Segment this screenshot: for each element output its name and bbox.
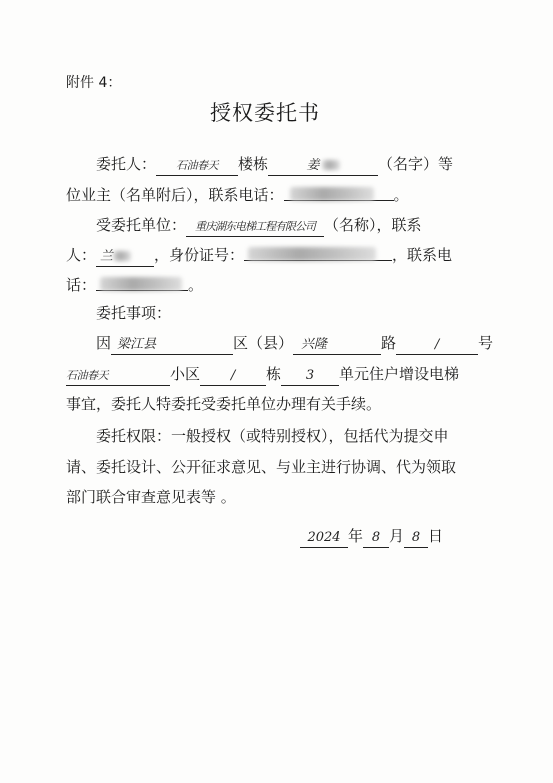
id-label: ，身份证号： — [154, 246, 245, 264]
handwritten-building: / — [200, 367, 266, 386]
redacted-name — [322, 160, 340, 170]
trustee-label: 受委托单位： — [96, 216, 187, 234]
handwritten-day: 8 — [404, 529, 428, 548]
name-hint-label: （名字）等 — [378, 155, 454, 173]
redacted-person — [113, 251, 131, 261]
handwritten-community: 石油春天 — [156, 157, 238, 176]
building-label: 楼栋 — [238, 155, 269, 173]
year-label: 年 — [348, 527, 364, 545]
trustee-person-line — [66, 244, 452, 267]
handwritten-county: 梁江县 — [111, 336, 233, 355]
trustee-phone-field — [96, 274, 188, 291]
handwritten-year: 2024 — [300, 529, 348, 548]
trustee-phone-label-cont: 话： — [66, 276, 97, 294]
matters-heading: 委托事项： — [96, 304, 172, 322]
number-label: 号 — [478, 334, 494, 352]
estate-label: 小区 — [170, 365, 201, 383]
address-line — [96, 332, 493, 355]
handwritten-month: 8 — [363, 529, 389, 548]
client-label: 委托人： — [96, 155, 157, 173]
sentence-end: 。 — [188, 276, 204, 294]
annex-label: 附件 4： — [66, 75, 122, 91]
scope-line-2: 请、委托设计、公开征求意见、与业主进行协调、代为领取 — [66, 458, 457, 476]
trustee-phone-line — [66, 274, 203, 296]
scope-line-1: 委托权限：一般授权（或特别授权），包括代为提交申 — [96, 427, 449, 445]
trustee-line — [96, 214, 422, 237]
handwritten-unit: 3 — [281, 367, 339, 386]
day-label: 日 — [428, 527, 444, 545]
building-label: 栋 — [266, 365, 282, 383]
client-line — [96, 153, 453, 176]
estate-line — [66, 363, 459, 386]
district-label: 区（县） — [233, 334, 294, 352]
date-line — [300, 525, 443, 548]
trustee-phone-label: ，联系电 — [392, 246, 453, 264]
redacted-trustee-phone — [100, 277, 182, 291]
scope-line-3: 部门联合审查意见表等 。 — [66, 488, 236, 506]
owner-phone-label: 位业主（名单附后），联系电话： — [66, 186, 284, 204]
handwritten-company: 重庆湖东电梯工程有限公司 — [186, 218, 324, 237]
company-name-hint: （名称），联系 — [324, 216, 422, 234]
handwritten-road: 兴隆 — [293, 336, 381, 355]
client-phone-field — [284, 184, 394, 201]
unit-label: 单元住户增设电梯 — [339, 365, 460, 383]
document-title: 授权委托书 — [210, 101, 320, 125]
client-phone-line — [66, 184, 409, 206]
handwritten-number: / — [396, 336, 478, 355]
id-number-field — [244, 244, 392, 261]
handwritten-estate: 石油春天 — [66, 367, 170, 386]
handwritten-person: 兰 — [96, 248, 154, 267]
sentence-end: 。 — [393, 186, 409, 204]
because-label: 因 — [96, 334, 112, 352]
month-label: 月 — [389, 527, 405, 545]
person-label: 人： — [66, 246, 97, 264]
redacted-id-number — [248, 247, 376, 261]
road-label: 路 — [381, 334, 397, 352]
matters-line-3: 事宜，委托人特委托受委托单位办理有关手续。 — [66, 395, 382, 413]
handwritten-owner-name: 姜 — [268, 157, 378, 176]
redacted-client-phone — [290, 187, 374, 201]
